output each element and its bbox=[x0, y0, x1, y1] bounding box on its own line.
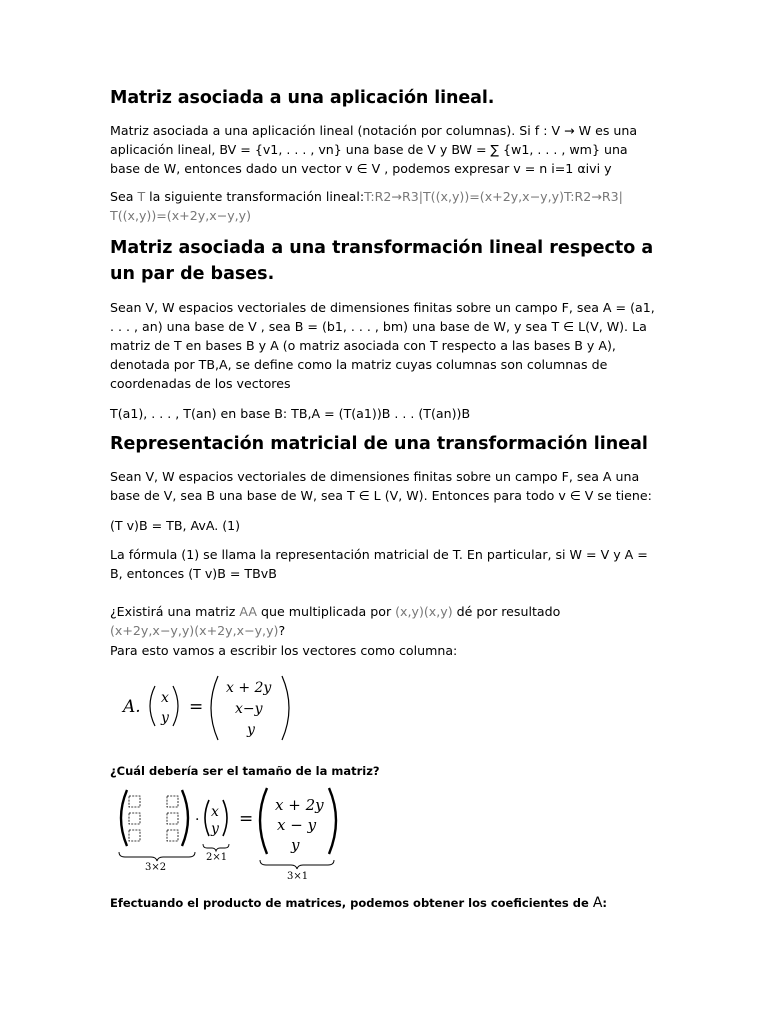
equation-matrix-dimensions bbox=[115, 786, 340, 880]
eq2-row-1: x + 2y bbox=[275, 796, 324, 814]
eq1-equals: = bbox=[189, 697, 204, 717]
placeholder-boxes bbox=[129, 796, 178, 841]
question-part-b: que multiplicada por bbox=[256, 604, 396, 619]
eq2-dot: · bbox=[195, 812, 200, 828]
eq1-row-3: y bbox=[247, 722, 255, 738]
label-3x1: 3×1 bbox=[287, 871, 309, 880]
paragraph-definition: Matriz asociada a una aplicación lineal (notación por columnas). Si f : V → W es una aplicación lineal, BV = {v1, . . . , vn} una base de V y BW = ∑ {w1, . . . , wm} una base de W, entonces dado un vector v ∈ V , podemos expresar v = n i=1 αivi y bbox=[110, 123, 638, 176]
equation-column-vectors bbox=[118, 672, 298, 744]
formula-line-1: T:R2→R3|T((x,y))=(x+2y,x−y,y)T:R2→R3| bbox=[364, 189, 623, 204]
coefficients-text: Efectuando el producto de matrices, podemos obtener los coeficientes de bbox=[110, 896, 593, 910]
question-matrix-size: ¿Cuál debería ser el tamaño de la matriz? bbox=[110, 764, 380, 778]
section-heading-par-de-bases: Matriz asociada a una transformación lineal respecto a un par de bases. bbox=[110, 238, 654, 284]
paragraph-formula-note: La fórmula (1) se llama la representación matricial de T. En particular, si W = V y A = B, entonces (T v)B = TBvB bbox=[110, 547, 648, 581]
section-heading-representacion: Representación matricial de una transformación lineal bbox=[110, 434, 648, 454]
label-2x1: 2×1 bbox=[206, 852, 228, 863]
eq2-x: x bbox=[211, 804, 219, 820]
eq1-y: y bbox=[161, 710, 169, 726]
text-transformacion: la siguiente transformación lineal: bbox=[145, 189, 365, 204]
paragraph-representacion: Sean V, W espacios vectoriales de dimensiones finitas sobre un campo F, sea A una base de V, sea B una base de W, sea T ∈ L (V, W). Entonces para todo v ∈ V se tiene: bbox=[110, 469, 652, 503]
underbrace-3x1 bbox=[260, 860, 334, 869]
page-title: Matriz asociada a una aplicación lineal. bbox=[110, 88, 495, 108]
matrix-aa: AA bbox=[239, 604, 257, 619]
eq2-equals: = bbox=[239, 809, 254, 829]
coefficients-a: A bbox=[592, 895, 603, 911]
vector-result: (x+2y,x−y,y)(x+2y,x−y,y) bbox=[110, 623, 279, 638]
eq1-row-1: x + 2y bbox=[226, 680, 272, 696]
paragraph-columnas: Para esto vamos a escribir los vectores como columna: bbox=[110, 643, 458, 658]
paragraph-formula-1: (T v)B = TB, AvA. (1) bbox=[110, 518, 241, 533]
text-sea: Sea bbox=[110, 189, 138, 204]
eq2-row-3: y bbox=[291, 836, 300, 854]
formula-line-2: T((x,y))=(x+2y,x−y,y) bbox=[110, 208, 252, 223]
paragraph-question bbox=[110, 602, 658, 640]
question-part-c: dé por resultado bbox=[452, 604, 561, 619]
underbrace-2x1 bbox=[203, 844, 229, 851]
question-mark: ? bbox=[278, 623, 286, 638]
eq2-row-2: x − y bbox=[277, 816, 317, 834]
underbrace-3x2 bbox=[119, 852, 195, 861]
paragraph-transformation bbox=[110, 187, 655, 225]
eq1-x: x bbox=[161, 690, 169, 706]
eq2-y: y bbox=[211, 821, 219, 837]
symbol-t: T bbox=[137, 189, 146, 204]
eq1-row-2: x−y bbox=[235, 701, 263, 717]
paragraph-coefficients bbox=[110, 894, 607, 913]
question-part-a: ¿Existirá una matriz bbox=[110, 604, 240, 619]
eq1-matrix-a: A. bbox=[123, 697, 141, 717]
label-3x2: 3×2 bbox=[145, 862, 167, 873]
vector-xy: (x,y)(x,y) bbox=[395, 604, 453, 619]
paragraph-tba: T(a1), . . . , T(an) en base B: TB,A = (T(a1))B . . . (T(an))B bbox=[110, 406, 471, 421]
paragraph-bases: Sean V, W espacios vectoriales de dimensiones finitas sobre un campo F, sea A = (a1, . . . , an) una base de V , sea B = (b1, . . . , bm) una base de W, y sea T ∈ L(V, W). La matriz de T en bases B y A (o matriz asociada con T respecto a las bases B y A), denotada por TB,A, se define como la matriz cuyas columnas son columnas de coordenadas de los vectores bbox=[110, 300, 655, 391]
coefficients-colon: : bbox=[602, 896, 607, 910]
